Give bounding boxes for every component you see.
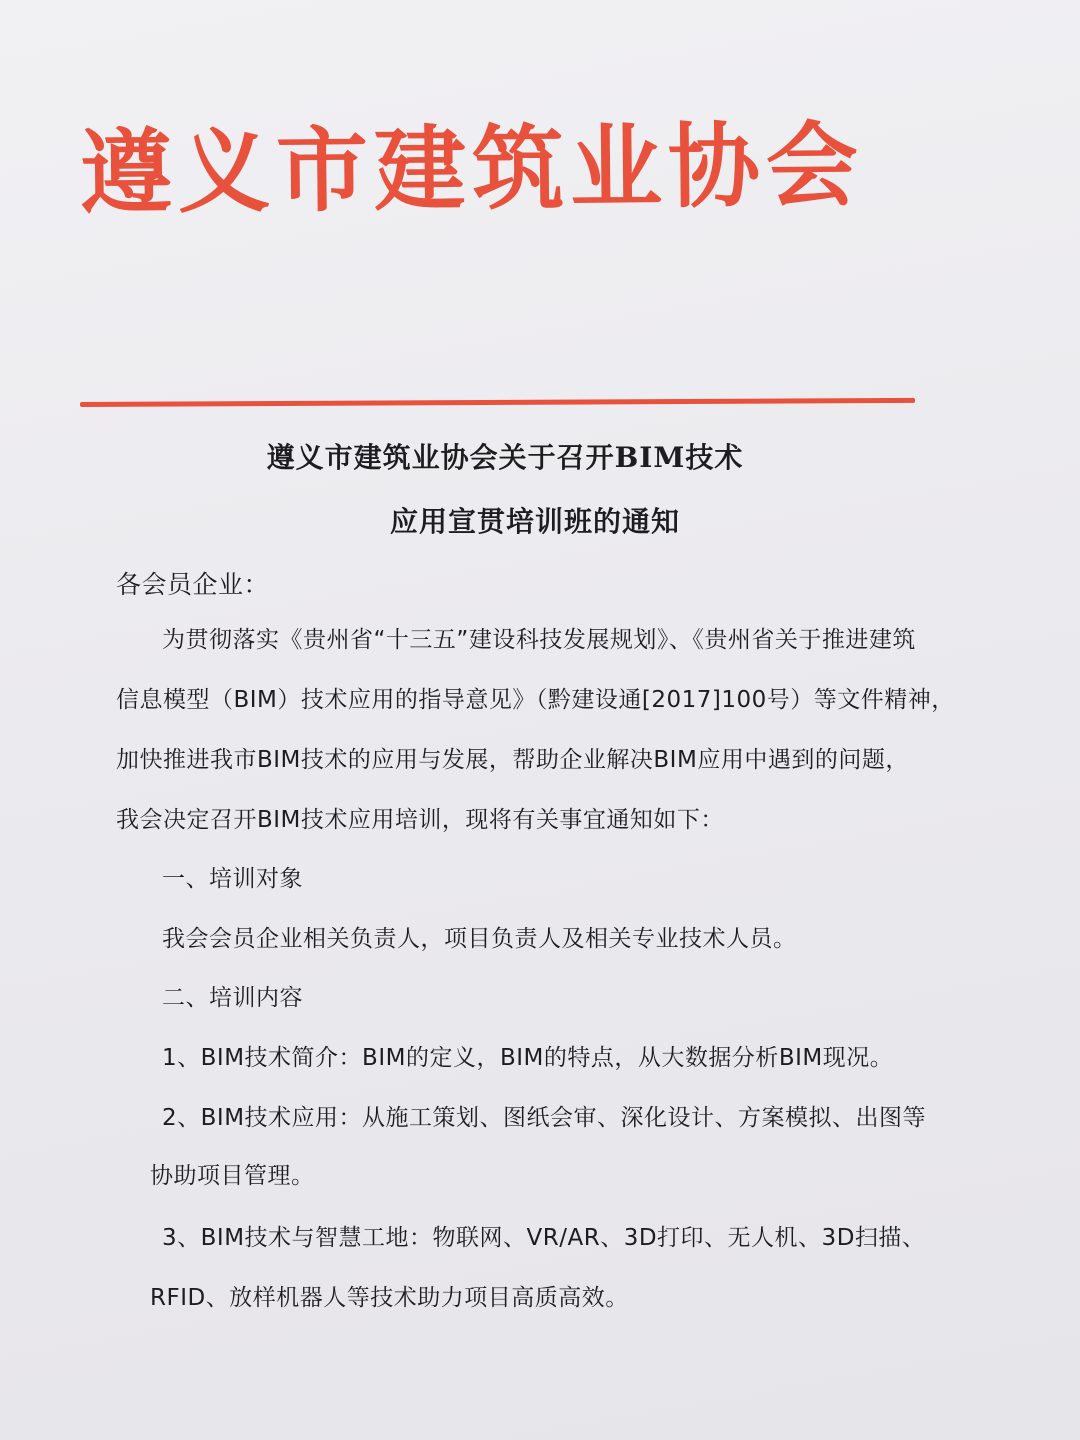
letterhead-title: 遵义市建筑业协会: [79, 110, 865, 227]
body-line: 为贯彻落实《贵州省“十三五”建设科技发展规划》、《贵州省关于推进建筑: [162, 627, 916, 653]
notice-title-line-1: 遵义市建筑业协会关于召开BIM技术: [266, 441, 744, 474]
section-heading-training-content: 二、培训内容: [162, 985, 303, 1011]
body-line: 加快推进我市BIM技术的应用与发展，帮助企业解决BIM应用中遇到的问题，: [116, 747, 909, 773]
content-item-continuation: RFID、放样机器人等技术助力项目高质高效。: [150, 1285, 629, 1311]
body-line: 信息模型（BIM）技术应用的指导意见》（黔建设通[2017]100号）等文件精神，: [116, 687, 955, 713]
notice-title-line-2: 应用宣贯培训班的通知: [389, 505, 680, 538]
body-line: 我会决定召开BIM技术应用培训，现将有关事宜通知如下：: [116, 807, 724, 833]
section-text-training-audience: 我会会员企业相关负责人，项目负责人及相关专业技术人员。: [162, 926, 797, 952]
content-item-continuation: 协助项目管理。: [150, 1163, 315, 1189]
salutation: 各会员企业：: [116, 570, 270, 599]
content-item: 1、BIM技术简介：BIM的定义，BIM的特点，从大数据分析BIM现况。: [162, 1045, 894, 1071]
letterhead-divider: [80, 398, 915, 407]
content-item: 2、BIM技术应用：从施工策划、图纸会审、深化设计、方案模拟、出图等: [162, 1105, 927, 1131]
section-heading-training-audience: 一、培训对象: [162, 866, 303, 892]
content-item: 3、BIM技术与智慧工地：物联网、VR/AR、3D打印、无人机、3D扫描、: [162, 1225, 926, 1251]
